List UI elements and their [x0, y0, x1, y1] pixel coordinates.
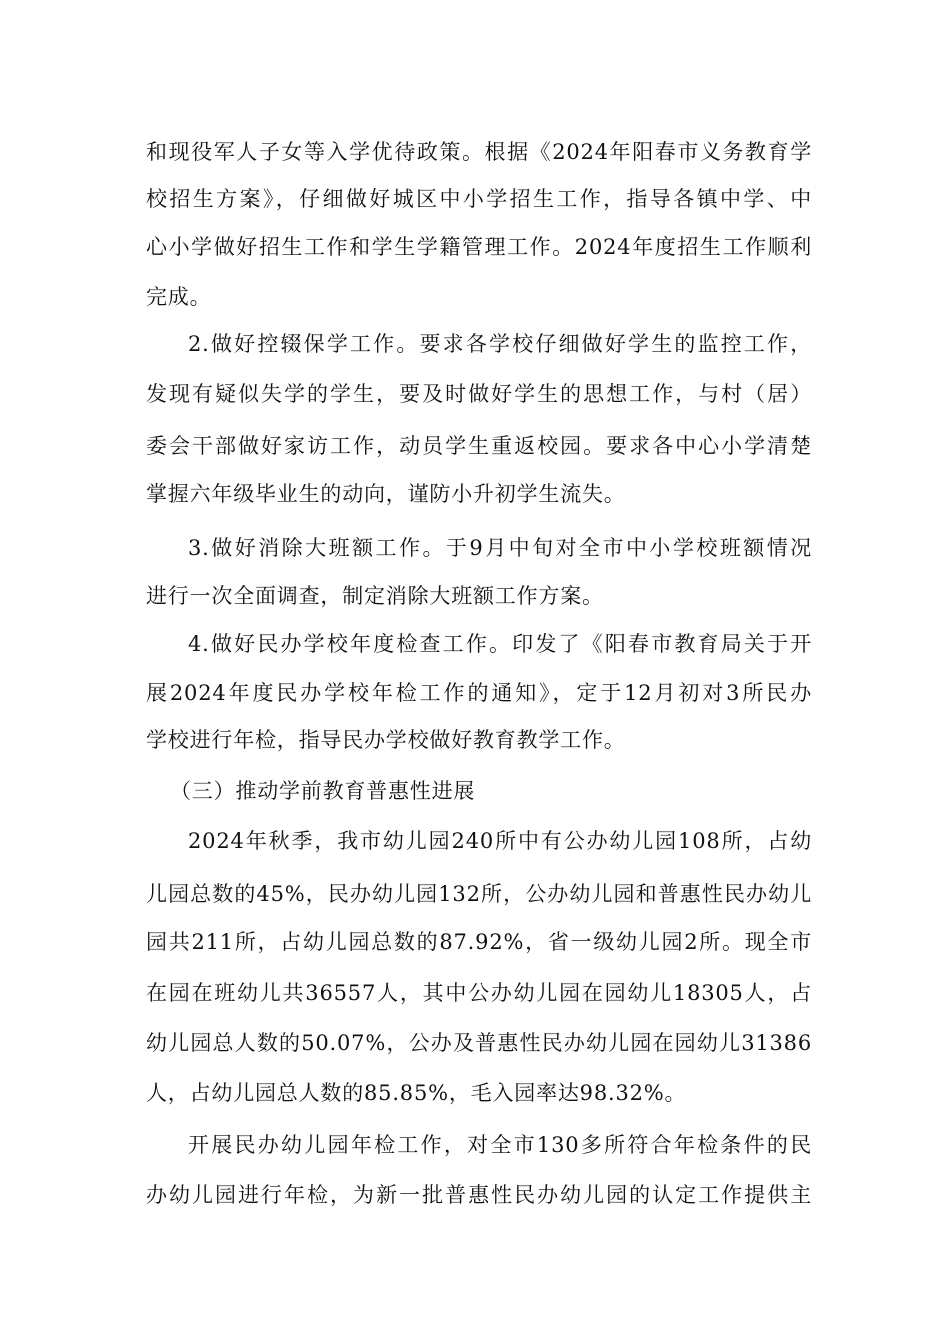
section-heading: （三）推动学前教育普惠性进展 — [170, 779, 476, 803]
item-4-line-2: 展2024年度民办学校年检工作的通知》，定于12月初对3所民办 — [146, 681, 812, 705]
item-2-line-3: 委会干部做好家访工作，动员学生重返校园。要求各中心小学清楚 — [146, 434, 812, 458]
preschool-line-2: 儿园总数的45%，民办幼儿园132所，公办幼儿园和普惠性民办幼儿 — [146, 882, 812, 906]
item-3-line-1: 3.做好消除大班额工作。于9月中旬对全市中小学校班额情况 — [188, 536, 812, 560]
item-4-line-3: 学校进行年检，指导民办学校做好教育教学工作。 — [146, 728, 626, 752]
paragraph-line-4: 完成。 — [146, 285, 212, 309]
paragraph-line-3: 心小学做好招生工作和学生学籍管理工作。2024年度招生工作顺利 — [146, 235, 812, 259]
item-2-line-4: 掌握六年级毕业生的动向，谨防小升初学生流失。 — [146, 482, 626, 506]
item-3-line-2: 进行一次全面调查，制定消除大班额工作方案。 — [146, 584, 604, 608]
paragraph-line-1: 和现役军人子女等入学优待政策。根据《2024年阳春市义务教育学 — [146, 140, 812, 164]
preschool-line-4: 在园在班幼儿共36557人，其中公办幼儿园在园幼儿18305人，占 — [146, 981, 812, 1005]
paragraph-line-2: 校招生方案》，仔细做好城区中小学招生工作，指导各镇中学、中 — [146, 187, 812, 211]
preschool-line-3: 园共211所，占幼儿园总数的87.92%，省一级幼儿园2所。现全市 — [146, 930, 812, 954]
item-4-line-1: 4.做好民办学校年度检查工作。印发了《阳春市教育局关于开 — [188, 632, 812, 656]
preschool-line-5: 幼儿园总人数的50.07%，公办及普惠性民办幼儿园在园幼儿31386 — [146, 1031, 812, 1055]
preschool-line-6: 人，占幼儿园总人数的85.85%，毛入园率达98.32%。 — [146, 1081, 687, 1105]
preschool-line-1: 2024年秋季，我市幼儿园240所中有公办幼儿园108所，占幼 — [188, 829, 812, 853]
item-2-line-1: 2.做好控辍保学工作。要求各学校仔细做好学生的监控工作， — [188, 332, 812, 356]
item-2-line-2: 发现有疑似失学的学生，要及时做好学生的思想工作，与村（居） — [146, 382, 812, 406]
inspection-line-2: 办幼儿园进行年检，为新一批普惠性民办幼儿园的认定工作提供主 — [146, 1183, 812, 1207]
inspection-line-1: 开展民办幼儿园年检工作，对全市130多所符合年检条件的民 — [188, 1133, 812, 1157]
